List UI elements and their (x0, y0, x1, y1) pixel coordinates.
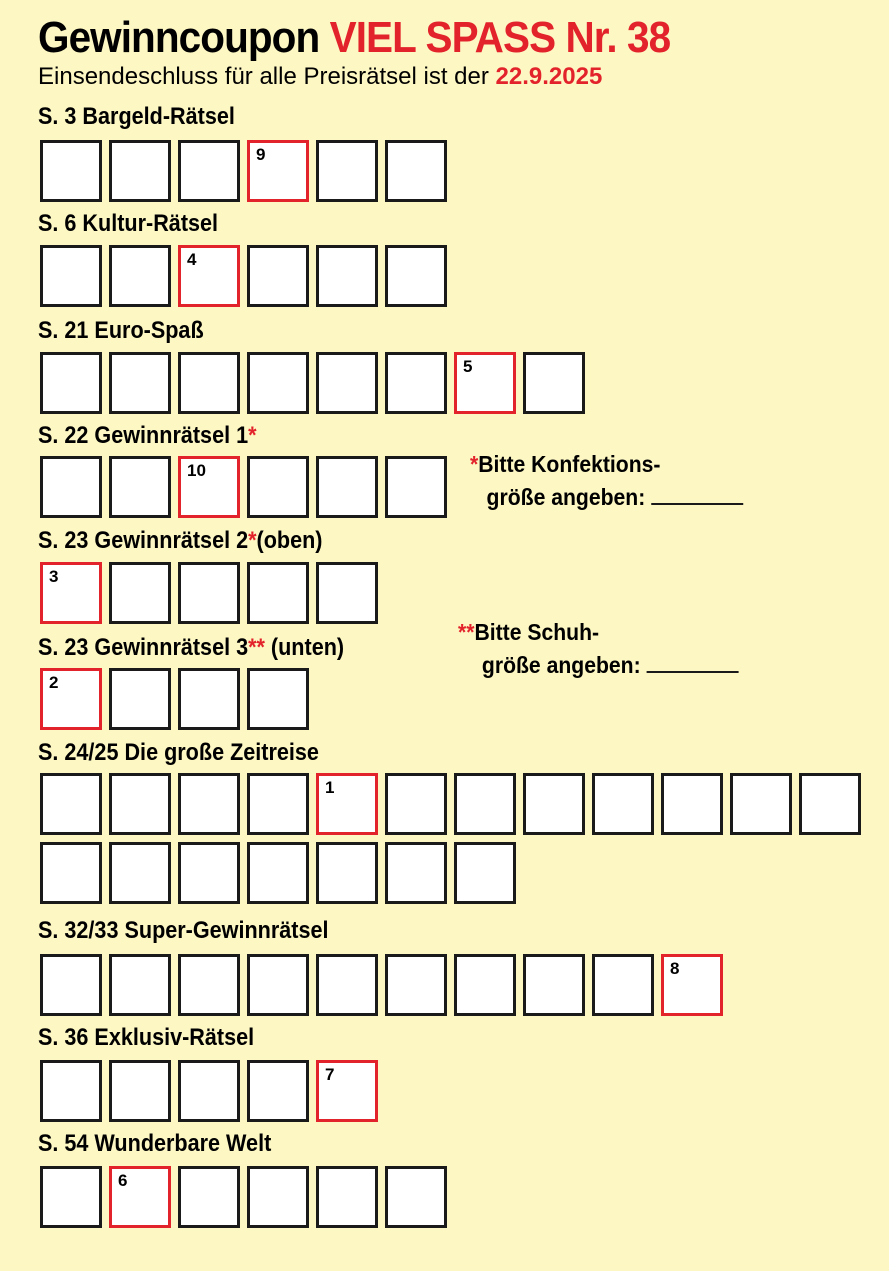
shoe-size-note (458, 616, 739, 682)
puzzle-label: S. 54 Wunderbare Welt (38, 1130, 272, 1157)
solution-box[interactable] (178, 456, 240, 518)
answer-box[interactable] (178, 842, 240, 904)
answer-box[interactable] (178, 1166, 240, 1228)
answer-box[interactable] (109, 245, 171, 307)
solution-number: 9 (256, 145, 266, 164)
puzzle-label: S. 3 Bargeld-Rätsel (38, 103, 235, 130)
solution-box[interactable] (316, 1060, 378, 1122)
solution-number: 4 (187, 250, 197, 269)
note-text: größe angeben: (481, 652, 641, 678)
answer-box[interactable] (109, 562, 171, 624)
answer-box[interactable] (316, 954, 378, 1016)
solution-number: 1 (325, 778, 335, 797)
title-brand: VIEL SPASS Nr. 38 (329, 13, 671, 62)
solution-box[interactable] (247, 140, 309, 202)
puzzle-label: S. 22 Gewinnrätsel 1* (38, 422, 257, 449)
answer-box[interactable] (247, 668, 309, 730)
note-text: größe angeben: (486, 484, 646, 510)
answer-box[interactable] (316, 842, 378, 904)
answer-box[interactable] (109, 842, 171, 904)
solution-number: 3 (49, 567, 59, 586)
solution-box[interactable] (178, 245, 240, 307)
shoe-size-field[interactable] (647, 651, 739, 673)
answer-box[interactable] (247, 456, 309, 518)
answer-box[interactable] (592, 954, 654, 1016)
answer-box[interactable] (40, 456, 102, 518)
puzzle-label: S. 6 Kultur-Rätsel (38, 210, 219, 237)
deadline-line (38, 64, 602, 90)
solution-number: 2 (49, 673, 59, 692)
answer-box[interactable] (40, 773, 102, 835)
answer-box[interactable] (385, 954, 447, 1016)
answer-box[interactable] (40, 245, 102, 307)
answer-box[interactable] (178, 954, 240, 1016)
answer-box[interactable] (316, 1166, 378, 1228)
solution-box[interactable] (40, 562, 102, 624)
solution-number: 6 (118, 1171, 128, 1190)
answer-box[interactable] (385, 1166, 447, 1228)
answer-box[interactable] (385, 842, 447, 904)
answer-box[interactable] (40, 352, 102, 414)
answer-box[interactable] (40, 954, 102, 1016)
solution-number: 8 (670, 959, 680, 978)
answer-box[interactable] (40, 842, 102, 904)
answer-box[interactable] (109, 668, 171, 730)
answer-box[interactable] (385, 773, 447, 835)
answer-box[interactable] (109, 352, 171, 414)
asterisk-mark: * (470, 451, 479, 477)
solution-number: 5 (463, 357, 473, 376)
puzzle-label: S. 36 Exklusiv-Rätsel (38, 1024, 255, 1051)
answer-box[interactable] (316, 352, 378, 414)
answer-box[interactable] (178, 140, 240, 202)
answer-box[interactable] (178, 562, 240, 624)
clothing-size-field[interactable] (651, 483, 743, 505)
answer-box[interactable] (523, 773, 585, 835)
answer-box[interactable] (247, 773, 309, 835)
answer-box[interactable] (178, 1060, 240, 1122)
answer-box[interactable] (40, 140, 102, 202)
answer-box[interactable] (454, 842, 516, 904)
puzzle-label: S. 24/25 Die große Zeitreise (38, 739, 319, 766)
puzzle-label: S. 21 Euro-Spaß (38, 317, 204, 344)
deadline-text: Einsendeschluss für alle Preisrätsel ist der (38, 63, 489, 90)
answer-box[interactable] (109, 456, 171, 518)
answer-box[interactable] (109, 773, 171, 835)
answer-box[interactable] (799, 773, 861, 835)
answer-box[interactable] (454, 954, 516, 1016)
asterisk-mark: * (248, 422, 257, 449)
solution-number: 7 (325, 1065, 335, 1084)
answer-box[interactable] (592, 773, 654, 835)
answer-box[interactable] (247, 842, 309, 904)
solution-number: 10 (187, 461, 206, 480)
answer-box[interactable] (316, 456, 378, 518)
answer-box[interactable] (247, 954, 309, 1016)
puzzle-label: S. 23 Gewinnrätsel 2*(oben) (38, 527, 323, 554)
answer-box[interactable] (247, 1166, 309, 1228)
answer-box[interactable] (454, 773, 516, 835)
answer-box[interactable] (523, 954, 585, 1016)
answer-box[interactable] (316, 245, 378, 307)
puzzle-label: S. 32/33 Super-Gewinnrätsel (38, 917, 329, 944)
note-text: Bitte Schuh- (474, 619, 600, 645)
answer-box[interactable] (385, 245, 447, 307)
answer-box[interactable] (40, 1166, 102, 1228)
answer-box[interactable] (178, 773, 240, 835)
asterisk-mark: * (248, 527, 257, 554)
answer-box[interactable] (316, 562, 378, 624)
answer-box[interactable] (109, 954, 171, 1016)
asterisk-mark: ** (248, 634, 265, 661)
answer-box[interactable] (247, 245, 309, 307)
answer-box[interactable] (247, 352, 309, 414)
answer-box[interactable] (385, 140, 447, 202)
answer-box[interactable] (316, 140, 378, 202)
note-text: Bitte Konfektions- (478, 451, 661, 477)
answer-box[interactable] (385, 456, 447, 518)
asterisk-mark: ** (458, 619, 475, 645)
clothing-size-note (470, 448, 743, 514)
solution-box[interactable] (454, 352, 516, 414)
answer-box[interactable] (730, 773, 792, 835)
puzzle-label: S. 23 Gewinnrätsel 3** (unten) (38, 634, 345, 661)
title-prefix: Gewinncoupon (38, 13, 320, 62)
answer-box[interactable] (523, 352, 585, 414)
solution-box[interactable] (109, 1166, 171, 1228)
answer-box[interactable] (661, 773, 723, 835)
answer-box[interactable] (109, 140, 171, 202)
answer-box[interactable] (178, 352, 240, 414)
answer-box[interactable] (178, 668, 240, 730)
solution-box[interactable] (661, 954, 723, 1016)
answer-box[interactable] (247, 562, 309, 624)
deadline-date: 22.9.2025 (495, 63, 603, 90)
solution-box[interactable] (316, 773, 378, 835)
answer-box[interactable] (40, 1060, 102, 1122)
solution-box[interactable] (40, 668, 102, 730)
answer-box[interactable] (109, 1060, 171, 1122)
answer-box[interactable] (385, 352, 447, 414)
answer-box[interactable] (247, 1060, 309, 1122)
coupon-title (38, 14, 670, 62)
